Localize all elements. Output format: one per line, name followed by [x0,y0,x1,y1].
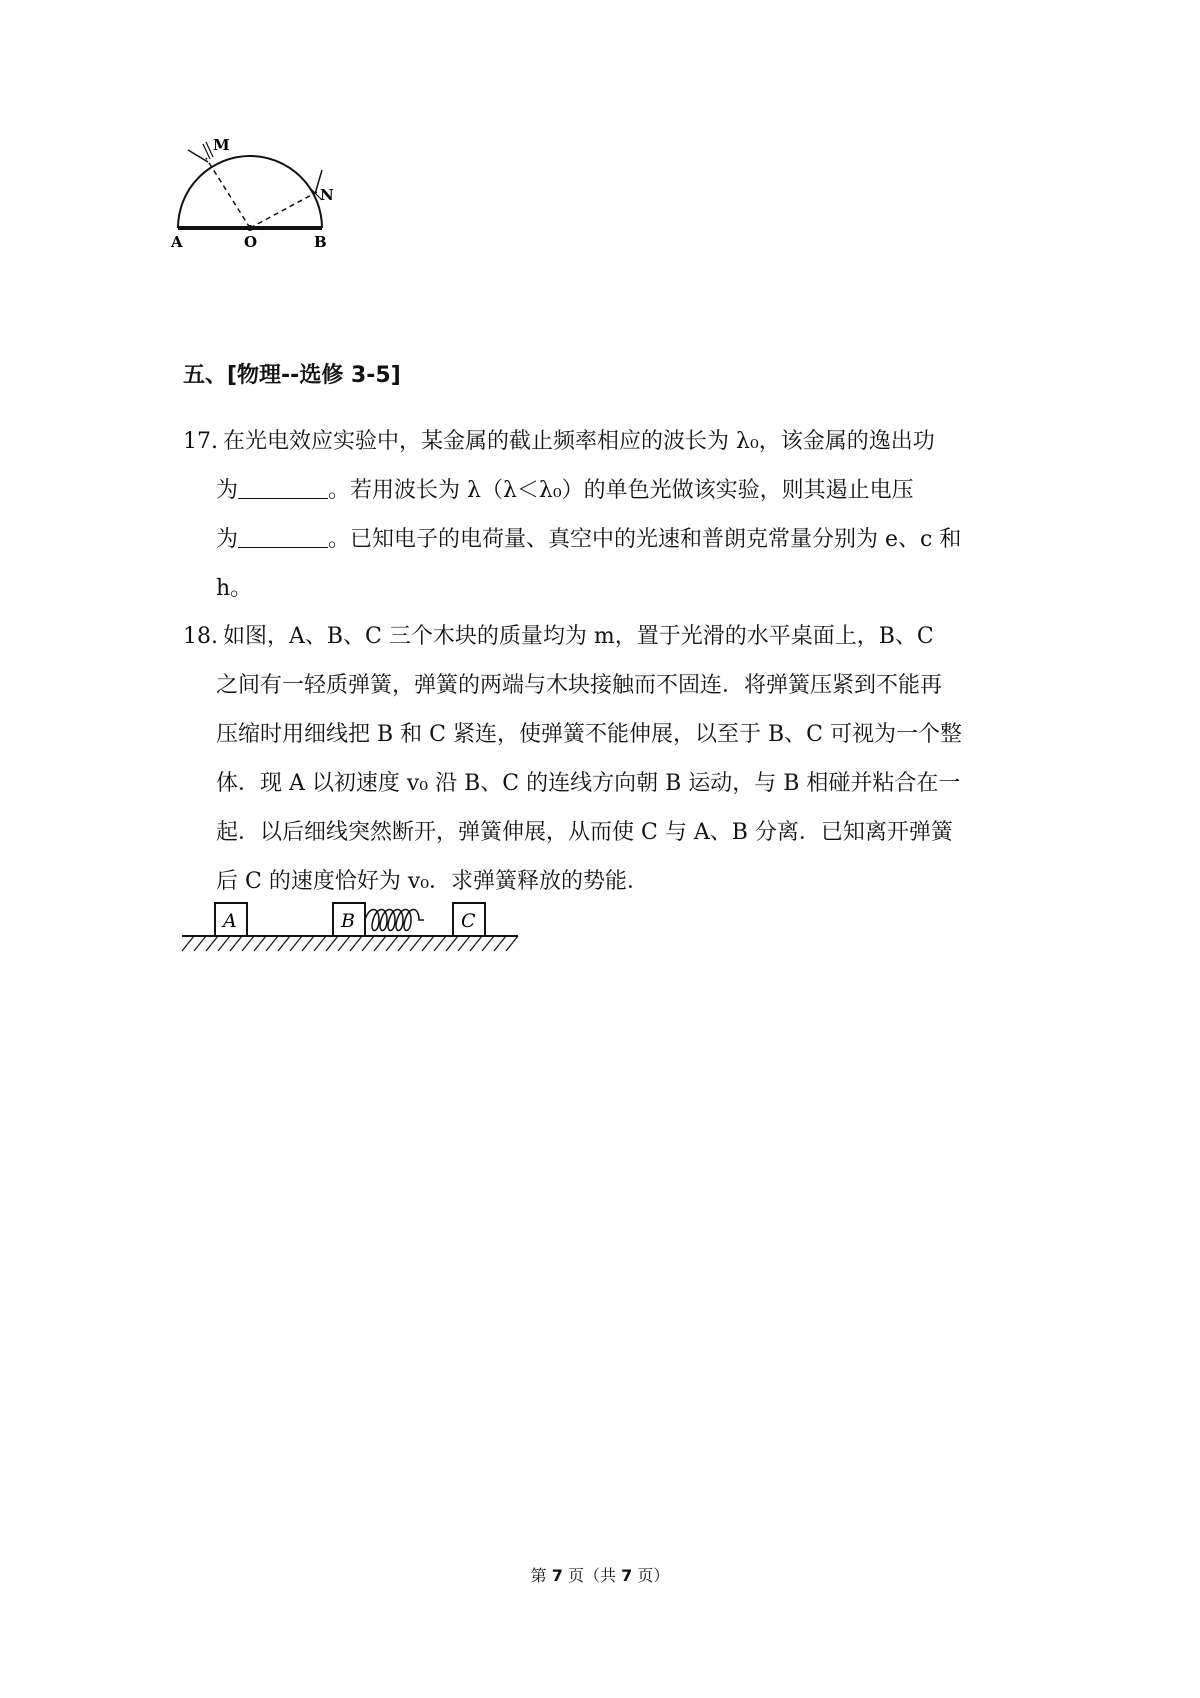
footer-total: 7 [621,1566,633,1585]
footer-pre: 第 [530,1566,552,1585]
q17-line-2 [183,466,1023,515]
q18-line-5: 起．以后细线突然断开，弹簧伸展，从而使 C 与 A、B 分离．已知离开弹簧 [216,820,953,845]
q18-line-2: 之间有一轻质弹簧，弹簧的两端与木块接触而不固连．将弹簧压紧到不能再 [216,673,943,698]
q17-text-1: 在光电效应实验中，某金属的截止频率相应的波长为 λ₀，该金属的逸出功 [223,429,935,454]
label-o: O [244,233,258,251]
q18-line-1 [183,612,1023,661]
semicircle-figure [170,130,370,255]
q17-line-1 [183,417,1023,466]
q18-line-3: 压缩时用细线把 B 和 C 紧连，使弹簧不能伸展，以至于 B、C 可视为一个整 [216,722,962,747]
footer-mid: 页（共 [562,1566,622,1585]
q18-line-6: 后 C 的速度恰好为 v₀．求弹簧释放的势能． [216,869,650,894]
label-b: B [314,233,327,251]
label-m: M [213,136,230,154]
q18-number: 18. [183,624,218,649]
question-18 [183,612,1023,906]
footer-page: 7 [551,1566,563,1585]
q17-line-4: h。 [216,576,253,601]
q17-text-3a: 为 [216,527,239,552]
q17-text-2b: 。若用波长为 λ（λ＜λ₀）的单色光做该实验，则其遏止电压 [328,478,914,503]
q17-number: 17. [183,429,218,454]
page-footer [0,1563,1200,1586]
q17-text-3b: 。已知电子的电荷量、真空中的光速和普朗克常量分别为 e、c 和 [328,527,962,552]
q17-line-3 [183,515,1023,564]
q18-line-4: 体．现 A 以初速度 v₀ 沿 B、C 的连线方向朝 B 运动，与 B 相碰并粘合在一 [216,771,961,796]
block-b-label: B [341,910,355,932]
label-n: N [320,186,334,204]
footer-post: 页） [632,1566,670,1585]
answer-blank-1[interactable] [238,478,328,499]
section-title: 五、[物理--选修 3-5] [183,363,401,388]
question-17 [183,417,1023,613]
q18-text-1: 如图，A、B、C 三个木块的质量均为 m，置于光滑的水平桌面上，B、C [223,624,934,649]
q17-text-2a: 为 [216,478,239,503]
block-c-label: C [461,910,476,932]
blocks-spring-figure [180,895,520,960]
block-a-label: A [223,910,237,932]
label-a: A [171,233,183,251]
answer-blank-2[interactable] [238,527,328,548]
